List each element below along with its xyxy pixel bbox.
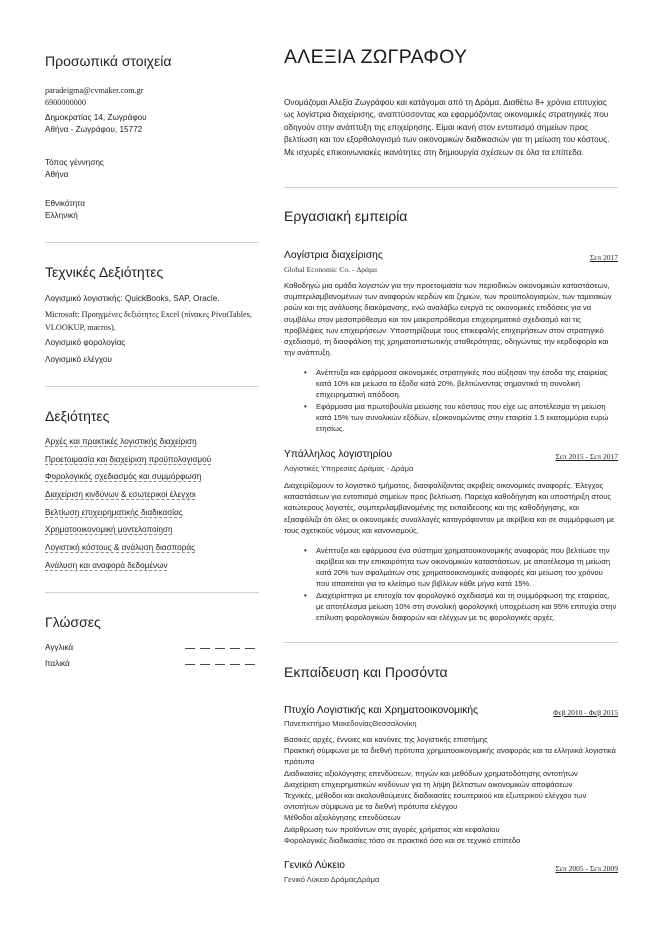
education-title-item: Γενικό Λύκειο [284, 860, 346, 871]
job-description: Διαχειρίζομουν το λογιστικό τμήματος, διασφαλίζοντας ακριβείς οικονομικές αναφορές. Έλεγχος καταστάσεων για εντοπισμό σημείων προς βελτίωση. Παρείχα καθοδήγηση και υποστήριξη στους κατώτερους λογιστές, συμπεριλαμβανομένης της εκπαίδευσης και της καθοδήγησης, και εξασφάλιζα ότι όλες οι οικονομικές συναλλαγές καταγράφονταν με ακρίβεια και σε συμμόρφωση με τους σχετικούς νόμους και κανονισμούς. [284, 481, 615, 535]
language-row [45, 643, 259, 655]
education-line: Φορολογικές διαδικασίες τόσο σε πρακτικό όσο και σε τεχνικό επίπεδο [284, 835, 521, 845]
tech-skills-title: Τεχνικές Δεξιότητες [45, 264, 164, 280]
language-row [45, 659, 259, 671]
job-bullet: • Διαχειρίστηκα με επιτυχία τον φορολογικό σχεδιασμό και τη συμμόρφωση της εταιρείας, με αποτέλεσμα μείωση 10% στη συνολική φορολογική υποχρέωση και 95% επιτυχία στην επίλυση φορολογικών διαφορών και ελέγχων με τις φορολογικές αρχές. [284, 590, 618, 623]
job-title: Υπάλληλος λογιστηρίου [284, 449, 393, 460]
education-line: Διαδικασίες αξιολόγησης επενδύσεων, πηγών και μεθόδων χρηματοδότησης οντοτήτων [284, 768, 578, 778]
languages-title: Γλώσσες [45, 614, 101, 630]
summary: Ονομάζομαι Αλεξία Ζωγράφου και κατάγομαι από τη Δράμα. Διαθέτω 8+ χρόνια επιτυχίας ως λογίστρια διαχείρισης, αναπτύσσοντας και εφαρμόζοντας οικονομικές στρατηγικές που οδηγούν στην ανάπτυξη της επιχείρησης. Είμαι ικανή στον εντοπισμό σημείων προς βελτίωση και τον εξορθολογισμό των οικονομικών διαδικασιών για τη μείωση του κόστους. Με ισχυρές επικοινωνιακές ικανότητες στη δημιουργία σχέσεων σε όλα τα επίπεδα. [284, 98, 610, 157]
language-name: Αγγλικά [45, 643, 74, 652]
education-line: Τεχνικές, μέθοδοι και ακολουθούμενες διαδικασίες εσωτερικού και εξωτερικού ελέγχου των οντοτήτων σύμφωνα με τα διεθνή πρότυπα ελέγχου [284, 791, 587, 812]
education-date: Φεβ 2010 - Φεβ 2015 [553, 708, 618, 717]
skills-list [45, 436, 259, 578]
skill-item: Φορολογικός σχεδιασμός και συμμόρφωση [45, 472, 202, 482]
language-name: Ιταλικά [45, 659, 70, 668]
education-lines [284, 734, 618, 846]
job-company: Global Economic Co. - Δράμα [284, 265, 378, 274]
address-line1: Δημοκρατίας 14, Ζωγράφου [45, 113, 147, 122]
education-line: Βασικές αρχές, έννοιες και κανόνες της λογιστικής επιστήμης [284, 735, 488, 744]
tech-skill-item: Λογισμικό φορολογίας [45, 338, 126, 347]
email[interactable]: paradeigma@cvmaker.com.gr [45, 86, 144, 95]
education-line: Πρακτική σύμφωνα με τα διεθνή πρότυπα χρηματοοικονομικής αναφοράς και τα ελληνικά λογιστικά πρότυπα [284, 746, 616, 767]
divider [45, 386, 259, 387]
skill-item: Βελτίωση επιχειρηματικής διαδικασίας [45, 507, 183, 517]
job-bullet: • Ανέπτυξα και εφάρμοσα ένα σύστημα χρηματοοικονομικής αναφοράς που βελτίωσε την ακρίβεια και την επικαιρότητα των οικονομικών καταστάσεων, με αποτέλεσμα τη μείωση κατά 20% των σφαλμάτων στις χρηματοοικονομικές αναφορές και μείωση του χρόνου που απαιτείται για το κλείσιμο των βιβλίων κάθε μήνα κατά 15%. [284, 545, 618, 589]
education-school: Πανεπιστήμιο ΜακεδονίαςΘεσσαλονίκη [284, 719, 417, 728]
divider [45, 592, 259, 593]
birthplace-value: Αθήνα [45, 170, 69, 179]
candidate-name: ΑΛΕΞΙΑ ΖΩΓΡΑΦΟΥ [284, 46, 468, 68]
language-level-bar [185, 648, 259, 649]
nationality-value: Ελληνική [45, 211, 78, 220]
education-title-item: Πτυχίο Λογιστικής και Χρηματοοικονομικής [284, 705, 479, 716]
phone[interactable]: 6900000000 [45, 98, 86, 107]
job-bullets [284, 545, 618, 624]
job-date: Σεπ 2015 - Σεπ 2017 [555, 452, 618, 461]
tech-skill-item: Microsoft: Προηγμένες δεξιότητες Excel (πίνακες PivotTables, VLOOKUP, macros). [45, 310, 252, 332]
divider [284, 642, 618, 643]
skill-item: Προετοιμασία και διαχείριση προϋπολογισμού [45, 454, 212, 464]
divider [45, 242, 259, 243]
job-date: Σεπ 2017 [589, 253, 618, 262]
experience-title: Εργασιακή εμπειρία [284, 208, 408, 224]
birthplace-label: Τόπος γέννησης [45, 158, 104, 167]
tech-skill-item: Λογισμικό ελέγχου [45, 355, 112, 364]
job-company: Λογιστικές Υπηρεσίες Δράμας - Δράμα [284, 464, 414, 473]
education-title: Εκπαίδευση και Προσόντα [284, 664, 448, 680]
skill-item: Διαχείριση κινδύνων & εσωτερικοί έλεγχοι [45, 490, 196, 500]
nationality-label: Εθνικότητα [45, 199, 85, 208]
job-bullet: • Ανέπτυξα και εφάρμοσα οικονομικές στρατηγικές που αύξησαν την έσοδα της εταιρείας κατά 10% και μείωσα τα έξοδα κατά 20%, βελτιώνοντας σημαντικά τη συνολική επιχειρηματική απόδοση. [284, 367, 618, 400]
address-line2: Αθήνα - Ζωγράφου, 15772 [45, 125, 143, 134]
education-date: Σεπ 2005 - Σεπ 2009 [555, 864, 618, 873]
education-line: Μέθοδοι αξιολόγησης επενδύσεων [284, 813, 401, 823]
language-level-bar [185, 664, 259, 665]
education-line: Διαχείριση επιχειρηματικών κινδύνων για τη λήψη βέλτιστων οικονομικών αποφάσεων [284, 779, 573, 789]
personal-title: Προσωπικά στοιχεία [45, 53, 172, 69]
education-school: Γενικό Λύκειο ΔράμαςΔράμα [284, 875, 380, 884]
tech-skill-item: Λογισμικό λογιστικής: QuickBooks, SAP, Oracle. [45, 294, 220, 303]
skill-item: Χρηματοοικονομική μοντελοποίηση [45, 525, 173, 535]
skill-item: Λογιστική κόστους & ανάλυση διασποράς [45, 543, 196, 553]
skill-item: Ανάλυση και αναφορά δεδομένων [45, 560, 168, 570]
job-description: Καθοδηγώ μια ομάδα λογιστών για την προετοιμασία των περιοδικών οικονομικών καταστάσεων, συμπεριλαμβανομένων των αναφορών κερδών και ζημιών, των προϋπολογισμών, των ταμειακών ροών και της ανάλυσης διακύμανσης, ενώ αναλάβω ενεργά τις οικονομικές επιδόσεις για να συμβάλω στον μεσοπρόθεσμο και τον μακροπρόθεσμο επιχειρηματικό σχεδιασμό και τις προβλέψεις των επιχειρήσεων. Υποστηρίζουμε τους επικεφαλής επιχειρήσεων στον στρατηγικό σχεδιασμό, τη διασφάλιση της χρηματοπιστωτικής σταθερότητας, οδηγώντας την κερδοφορία και την ανάπτυξη. [284, 281, 612, 358]
job-bullet: • Εφάρμοσα μια πρωτοβουλία μείωσης του κόστους που είχε ως αποτέλεσμα τη μείωση κατά 15% των συνολικών εξόδων, εξοικονομώντας στην εταιρεία 1.5 εκατομμύρια ευρώ ετησίως. [284, 401, 618, 434]
skills-title: Δεξιότητες [45, 408, 110, 424]
education-line: Διάρθρωση των προϊόντων στις αγορές χρήματος και κεφαλαίου [284, 824, 500, 834]
divider [284, 187, 618, 188]
job-title: Λογίστρια διαχείρισης [284, 250, 383, 261]
job-bullets [284, 367, 618, 435]
skill-item: Αρχές και πρακτικές λογιστικής διαχείριση [45, 437, 197, 446]
